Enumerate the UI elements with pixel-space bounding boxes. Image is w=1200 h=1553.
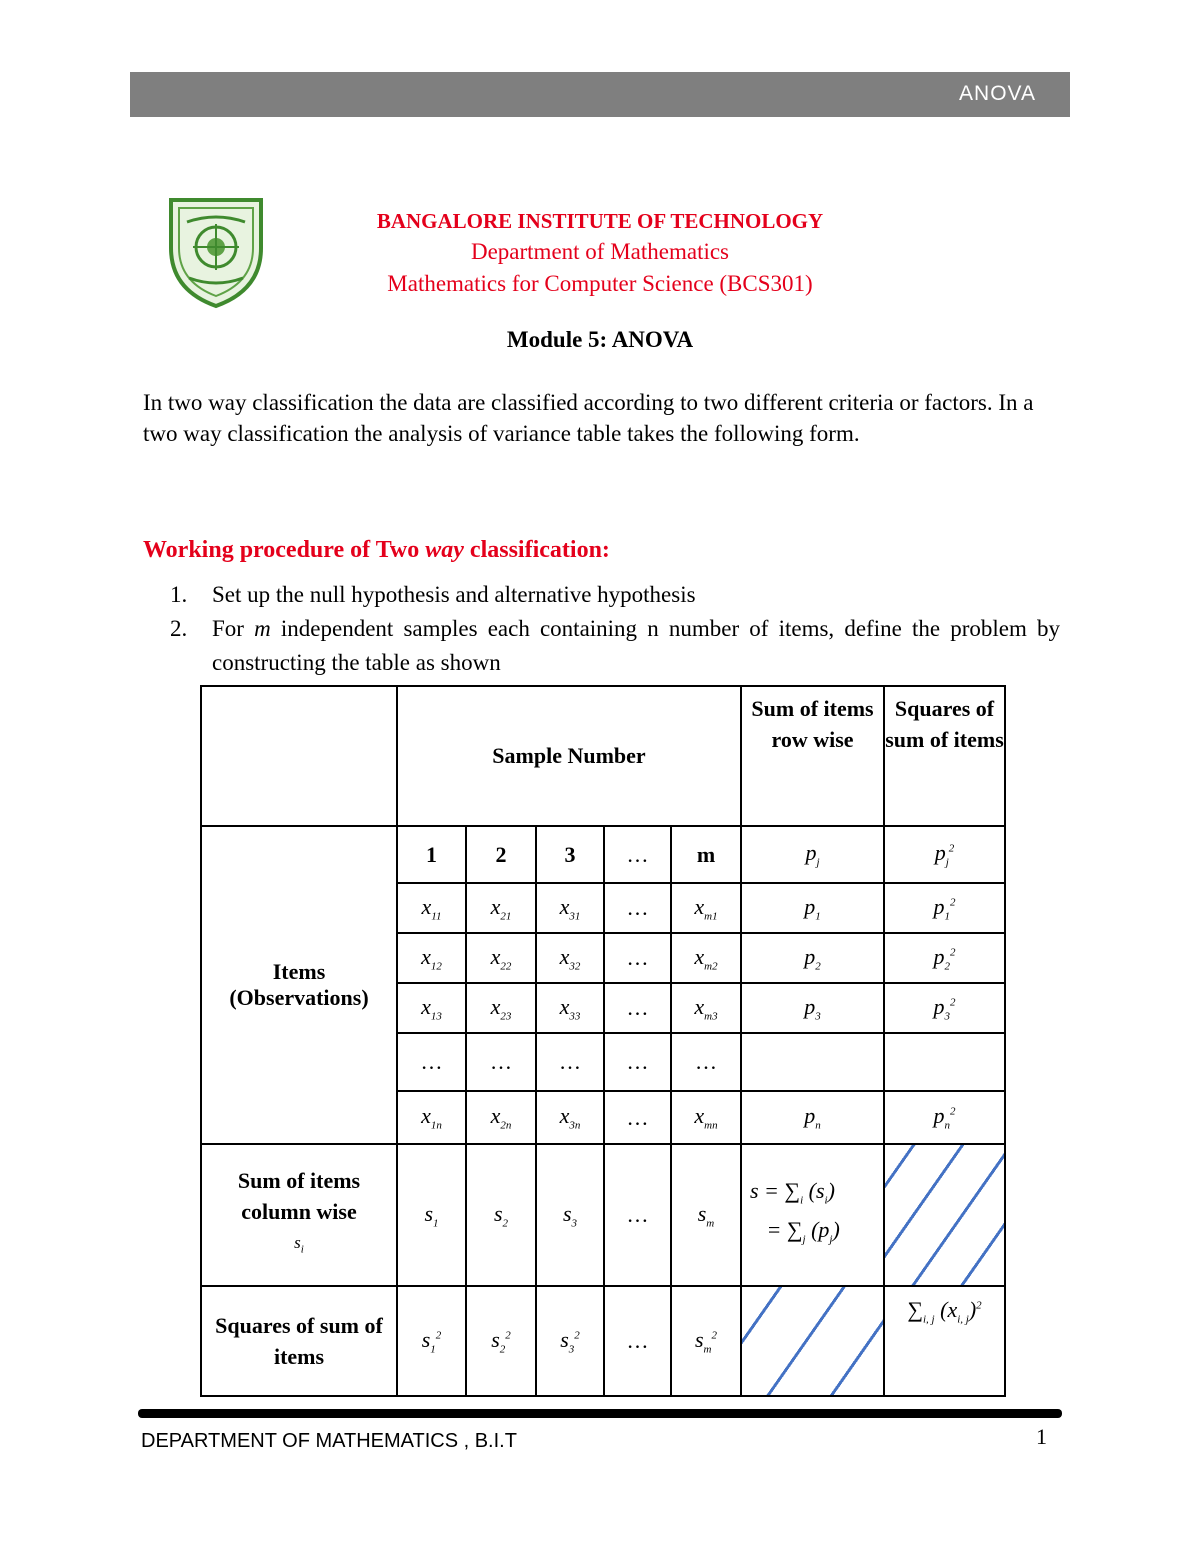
- procedure-steps: [170, 578, 1060, 680]
- items-label: Items (Observations): [201, 826, 397, 1144]
- header-row: [201, 686, 1005, 826]
- column-sum-cell: $s_m$: [671, 1144, 741, 1286]
- row-square-cell: $p_2^2$: [884, 933, 1005, 983]
- row-sum-cell: $p_3$: [741, 983, 884, 1033]
- course-name: Mathematics for Computer Science (BCS301): [387, 271, 813, 296]
- item-cell: $x_{33}$: [536, 983, 604, 1033]
- hatched-cell: [741, 1286, 884, 1396]
- column-square-cell: $s_1^2$: [397, 1286, 466, 1396]
- step-text: For m independent samples each containing n number of items, define the problem by constructing the table as shown: [212, 616, 1060, 675]
- column-square-row: [201, 1286, 1005, 1396]
- anova-table: [200, 685, 1006, 1397]
- step-2: [170, 612, 1060, 680]
- intro-paragraph: In two way classification the data are classified according to two different criteria or factors. In a two way classification the analysis of variance table takes the following form.: [143, 390, 1034, 446]
- ellipsis-cell: …: [671, 1033, 741, 1091]
- item-cell: $x_{11}$: [397, 883, 466, 933]
- institute-logo: [163, 192, 269, 310]
- row-square-symbol: $p_j^2$: [884, 826, 1005, 883]
- sample-label: 3: [536, 826, 604, 883]
- header-bar: [130, 72, 1070, 117]
- department-name: Department of Mathematics: [470, 239, 730, 264]
- ellipsis-cell: …: [397, 1033, 466, 1091]
- column-square-cell: $s_m^2$: [671, 1286, 741, 1396]
- item-cell: $x_{31}$: [536, 883, 604, 933]
- sample-label-row: [201, 826, 1005, 883]
- module-title: Module 5: ANOVA: [506, 327, 694, 352]
- step-text: Set up the null hypothesis and alternative hypothesis: [212, 582, 696, 607]
- row-sum-cell: $p_n$: [741, 1091, 884, 1144]
- empty-cell: [884, 1033, 1005, 1091]
- corner-cell: [201, 686, 397, 826]
- item-cell: $x_{3n}$: [536, 1091, 604, 1144]
- item-cell: $x_{22}$: [466, 933, 536, 983]
- column-sum-cell: $s_1$: [397, 1144, 466, 1286]
- column-sum-label: Sum of items column wise $s_i$: [201, 1144, 397, 1286]
- item-cell: $x_{13}$: [397, 983, 466, 1033]
- step-number: 1.: [170, 582, 188, 607]
- sample-label: 2: [466, 826, 536, 883]
- item-cell: $x_{32}$: [536, 933, 604, 983]
- hatched-cell: [884, 1144, 1005, 1286]
- item-cell: $x_{12}$: [397, 933, 466, 983]
- ellipsis-cell: …: [604, 1144, 671, 1286]
- row-square-header: Squares of sum of items: [884, 686, 1005, 826]
- ellipsis-cell: …: [604, 933, 671, 983]
- ellipsis-cell: …: [536, 1033, 604, 1091]
- row-sum-symbol: $p_j$: [741, 826, 884, 883]
- grand-total-formula: $s = \sum_i$ $(s_i)$ = $\sum_j$ $(p_j)$: [741, 1144, 884, 1286]
- procedure-heading: Working procedure of Two way classification:: [143, 537, 610, 563]
- sample-label: m: [671, 826, 741, 883]
- item-cell: $x_{m3}$: [671, 983, 741, 1033]
- empty-cell: [741, 1033, 884, 1091]
- sample-number-header: Sample Number: [397, 686, 741, 826]
- page-number: 1: [1036, 1424, 1047, 1449]
- item-cell: $x_{2n}$: [466, 1091, 536, 1144]
- ellipsis-cell: …: [604, 1033, 671, 1091]
- sum-of-squares-formula: $\sum_{i, j}$ $(x_{i, j})^2$: [884, 1286, 1005, 1396]
- institution-block: [300, 206, 900, 300]
- ellipsis-cell: …: [466, 1033, 536, 1091]
- column-sum-cell: $s_2$: [466, 1144, 536, 1286]
- step-number: 2.: [170, 616, 188, 641]
- item-cell: $x_{23}$: [466, 983, 536, 1033]
- ellipsis-cell: …: [604, 983, 671, 1033]
- row-square-cell: $p_3^2$: [884, 983, 1005, 1033]
- row-sum-cell: $p_1$: [741, 883, 884, 933]
- ellipsis-cell: …: [604, 1286, 671, 1396]
- institution-name: BANGALORE INSTITUTE OF TECHNOLOGY: [376, 209, 824, 233]
- row-square-cell: $p_n^2$: [884, 1091, 1005, 1144]
- item-cell: $x_{m1}$: [671, 883, 741, 933]
- step-1: [170, 578, 1060, 612]
- row-sum-header: Sum of items row wise: [741, 686, 884, 826]
- column-sum-row: [201, 1144, 1005, 1286]
- column-square-cell: $s_3^2$: [536, 1286, 604, 1396]
- column-sum-cell: $s_3$: [536, 1144, 604, 1286]
- ellipsis-cell: …: [604, 1091, 671, 1144]
- sample-label: …: [604, 826, 671, 883]
- header-label: ANOVA: [959, 82, 1036, 105]
- item-cell: $x_{mn}$: [671, 1091, 741, 1144]
- item-cell: $x_{m2}$: [671, 933, 741, 983]
- column-square-cell: $s_2^2$: [466, 1286, 536, 1396]
- item-cell: $x_{21}$: [466, 883, 536, 933]
- row-square-cell: $p_1^2$: [884, 883, 1005, 933]
- footer-department: DEPARTMENT OF MATHEMATICS , B.I.T: [141, 1430, 517, 1452]
- row-sum-cell: $p_2$: [741, 933, 884, 983]
- ellipsis-cell: …: [604, 883, 671, 933]
- column-square-label: Squares of sum of items: [201, 1286, 397, 1396]
- footer-rule: [138, 1409, 1062, 1418]
- sample-label: 1: [397, 826, 466, 883]
- item-cell: $x_{1n}$: [397, 1091, 466, 1144]
